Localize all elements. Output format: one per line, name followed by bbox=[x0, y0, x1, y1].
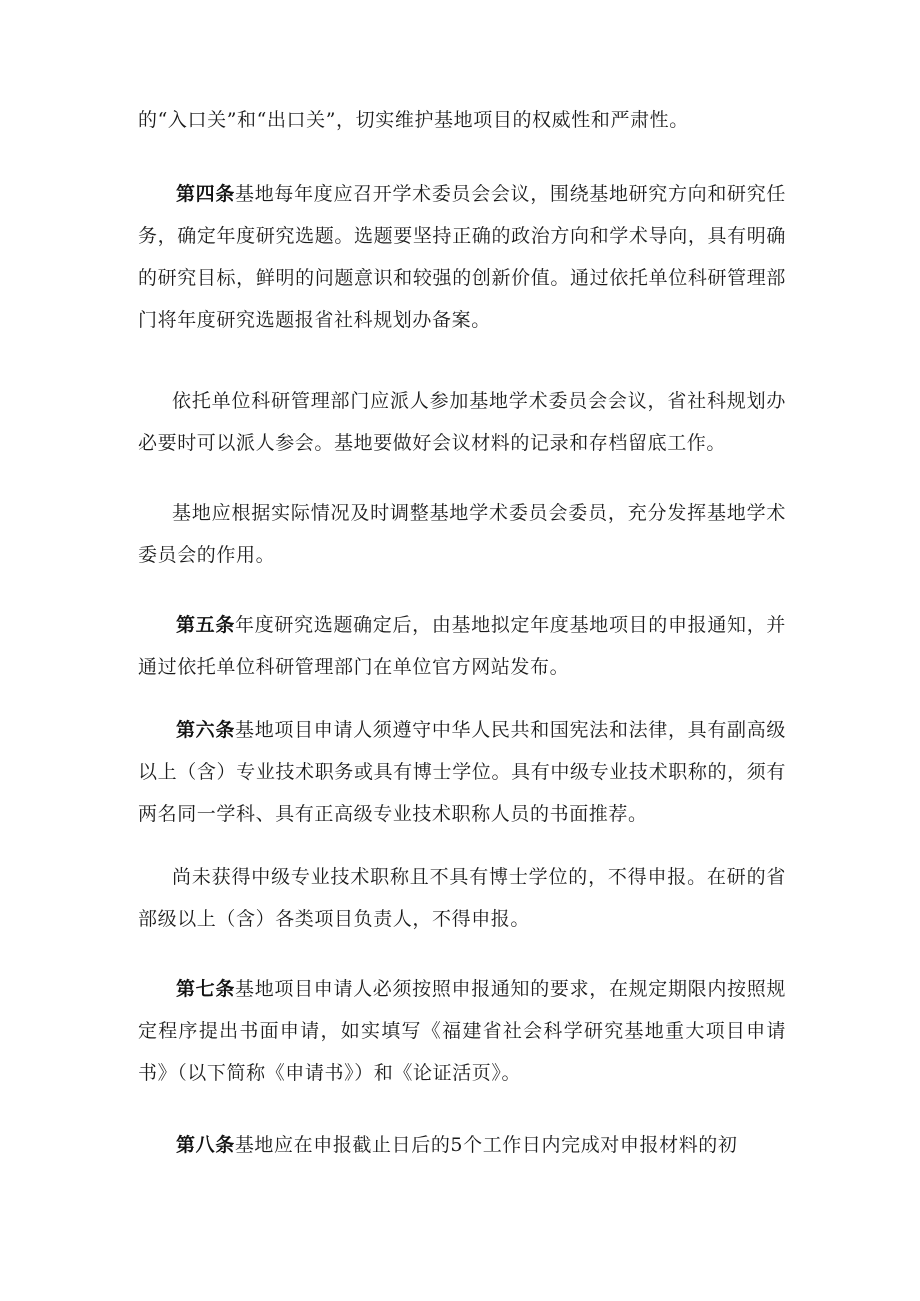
paragraph-text: 基地项目申请人必须按照申报通知的要求，在规定期限内按照规定程序提出书面申请，如实填写《福建省社会科学研究基地重大项目申请书》（以下简称《申请书》）和《论证活页》。 bbox=[138, 978, 786, 1084]
paragraph-text: 基地应在申报截止日后的5个工作日内完成对申报材料的初 bbox=[234, 1134, 738, 1156]
paragraph-text: 基地应根据实际情况及时调整基地学术委员会委员，充分发挥基地学术委员会的作用。 bbox=[138, 502, 786, 566]
paragraph-article-5 bbox=[138, 604, 786, 688]
article-number: 第六条 bbox=[176, 719, 236, 741]
paragraph-text: 年度研究选题确定后，由基地拟定年度基地项目的申报通知，并通过依托单位科研管理部门在单位官方网站发布。 bbox=[138, 614, 786, 678]
paragraph-article-7 bbox=[138, 968, 786, 1094]
paragraph-text: 的“入口关”和“出口关”，切实维护基地项目的权威性和严肃性。 bbox=[138, 109, 689, 131]
article-number: 第五条 bbox=[176, 614, 236, 636]
paragraph-text: 依托单位科研管理部门应派人参加基地学术委员会会议，省社科规划办必要时可以派人参会。基地要做好会议材料的记录和存档留底工作。 bbox=[138, 390, 786, 454]
paragraph-article-8 bbox=[138, 1124, 786, 1166]
paragraph-article-4-committee bbox=[138, 492, 786, 576]
article-number: 第七条 bbox=[176, 978, 236, 1000]
paragraph-article-6 bbox=[138, 709, 786, 835]
paragraph-continuation bbox=[138, 99, 786, 141]
paragraph-article-4-attendance bbox=[138, 380, 786, 464]
article-number: 第四条 bbox=[176, 183, 236, 205]
paragraph-text: 基地每年度应召开学术委员会会议，围绕基地研究方向和研究任务，确定年度研究选题。选题要坚持正确的政治方向和学术导向，具有明确的研究目标，鲜明的问题意识和较强的创新价值。通过依托单位科研管理部门将年度研究选题报省社科规划办备案。 bbox=[138, 183, 786, 331]
paragraph-text: 基地项目申请人须遵守中华人民共和国宪法和法律，具有副高级以上（含）专业技术职务或具有博士学位。具有中级专业技术职称的，须有两名同一学科、具有正高级专业技术职称人员的书面推荐。 bbox=[138, 719, 786, 825]
paragraph-article-4 bbox=[138, 173, 786, 341]
article-number: 第八条 bbox=[176, 1134, 235, 1156]
paragraph-article-6-restriction bbox=[138, 856, 786, 940]
paragraph-text: 尚未获得中级专业技术职称且不具有博士学位的，不得申报。在研的省部级以上（含）各类项目负责人，不得申报。 bbox=[138, 866, 786, 930]
